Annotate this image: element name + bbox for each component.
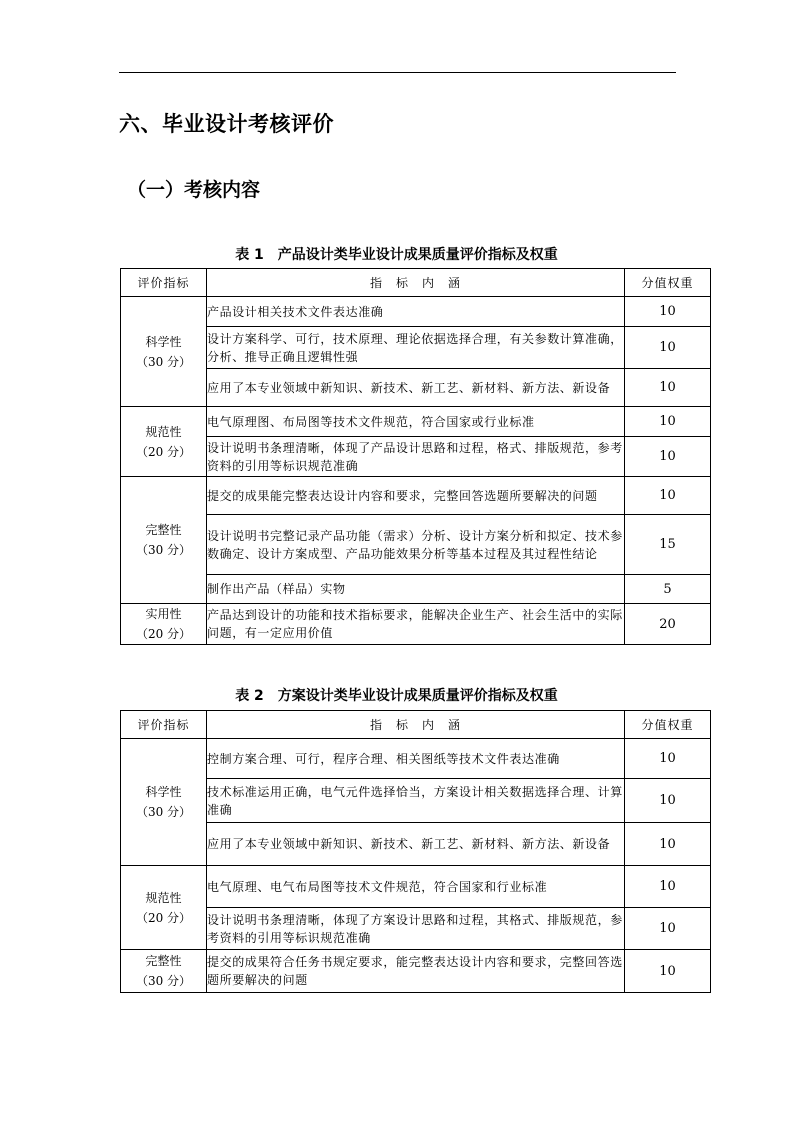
category-cell [121,604,207,645]
category-cell [121,739,207,866]
weight-cell: 10 [625,297,711,327]
table-row [121,604,711,645]
category-cell [121,407,207,477]
table-header-row [121,269,711,297]
header-content: 指 标 内 涵 [207,711,625,739]
category-score: （20 分） [135,627,192,641]
table-row [121,866,711,908]
table-row [121,515,711,575]
content-cell: 提交的成果符合任务书规定要求，能完整表达设计内容和要求，完整回答选题所要解决的问题 [207,950,625,993]
category-score: （20 分） [135,444,192,459]
table-row [121,950,711,993]
table-row [121,739,711,779]
content-cell: 控制方案合理、可行，程序合理、相关图纸等技术文件表达准确 [207,739,625,779]
category-name: 规范性 [145,890,182,905]
header-weight: 分值权重 [625,269,711,297]
weight-cell: 20 [625,604,711,645]
category-cell [121,950,207,993]
category-cell [121,477,207,604]
header-weight: 分值权重 [625,711,711,739]
weight-cell: 10 [625,779,711,823]
table-row [121,575,711,604]
table-row [121,477,711,515]
section-title: 六、毕业设计考核评价 [119,112,334,136]
table-row [121,823,711,866]
weight-cell: 10 [625,866,711,908]
category-name: 完整性 [145,954,182,968]
weight-cell: 15 [625,515,711,575]
table-2-caption: 表 2 方案设计类毕业设计成果质量评价指标及权重 [235,688,558,704]
content-cell: 电气原理图、布局图等技术文件规范，符合国家或行业标准 [207,407,625,437]
table-1-caption: 表 1 产品设计类毕业设计成果质量评价指标及权重 [235,247,558,263]
weight-cell: 10 [625,739,711,779]
table-row [121,779,711,823]
content-cell: 设计说明书完整记录产品功能（需求）分析、设计方案分析和拟定、技术参数确定、设计方案成型、产品功能效果分析等基本过程及其过程性结论 [207,515,625,575]
weight-cell: 5 [625,575,711,604]
table-header-row [121,711,711,739]
table-row [121,327,711,369]
content-cell: 电气原理、电气布局图等技术文件规范，符合国家和行业标准 [207,866,625,908]
category-name: 实用性 [145,607,182,621]
category-name: 科学性 [145,334,182,349]
content-cell: 技术标准运用正确，电气元件选择恰当，方案设计相关数据选择合理、计算准确 [207,779,625,823]
weight-cell: 10 [625,908,711,950]
content-cell: 应用了本专业领域中新知识、新技术、新工艺、新材料、新方法、新设备 [207,369,625,407]
table-row [121,369,711,407]
weight-cell: 10 [625,823,711,866]
category-cell [121,297,207,407]
category-score: （30 分） [135,805,192,819]
content-cell: 应用了本专业领域中新知识、新技术、新工艺、新材料、新方法、新设备 [207,823,625,866]
table-row [121,297,711,327]
content-cell: 产品达到设计的功能和技术指标要求，能解决企业生产、社会生活中的实际问题，有一定应用价值 [207,604,625,645]
category-name: 科学性 [145,785,182,799]
content-cell: 产品设计相关技术文件表达准确 [207,297,625,327]
table-row [121,908,711,950]
weight-cell: 10 [625,327,711,369]
table-1 [120,268,711,645]
category-score: （30 分） [135,974,192,988]
header-indicator: 评价指标 [121,711,207,739]
weight-cell: 10 [625,950,711,993]
table-2 [120,710,711,993]
content-cell: 提交的成果能完整表达设计内容和要求，完整回答选题所要解决的问题 [207,477,625,515]
category-name: 完整性 [145,523,182,537]
table-row [121,407,711,437]
weight-cell: 10 [625,407,711,437]
category-score: （30 分） [135,543,192,557]
weight-cell: 10 [625,437,711,477]
category-score: （30 分） [135,354,192,369]
content-cell: 设计说明书条理清晰，体现了产品设计思路和过程，格式、排版规范，参考资料的引用等标识规范准确 [207,437,625,477]
header-indicator: 评价指标 [121,269,207,297]
header-rule [119,72,676,73]
category-score: （20 分） [135,910,192,925]
category-name: 规范性 [145,424,182,439]
header-content: 指 标 内 涵 [207,269,625,297]
content-cell: 制作出产品（样品）实物 [207,575,625,604]
weight-cell: 10 [625,369,711,407]
subsection-title: （一）考核内容 [127,179,261,201]
table-row [121,437,711,477]
content-cell: 设计说明书条理清晰，体现了方案设计思路和过程，其格式、排版规范，参考资料的引用等标识规范准确 [207,908,625,950]
category-cell [121,866,207,950]
content-cell: 设计方案科学、可行，技术原理、理论依据选择合理，有关参数计算准确，分析、推导正确且逻辑性强 [207,327,625,369]
weight-cell: 10 [625,477,711,515]
